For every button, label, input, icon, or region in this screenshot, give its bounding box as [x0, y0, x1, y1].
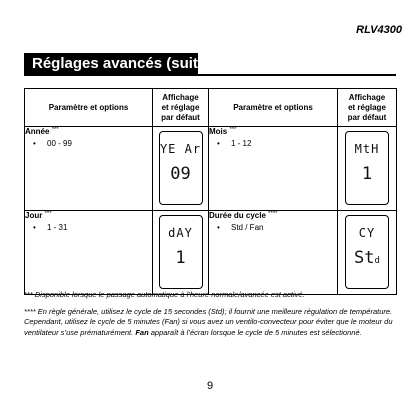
lcd-top-text: CY: [358, 226, 376, 240]
bullet-icon: •: [217, 139, 220, 148]
footnote: [24, 290, 396, 301]
page-number: 9: [206, 380, 214, 392]
lcd-display-icon: [159, 131, 203, 205]
lcd-top-text: dAY: [168, 226, 193, 240]
lcd-bottom-text: 1: [361, 164, 373, 184]
display-cell-mois: [338, 127, 397, 211]
display-cell-jour: [153, 211, 209, 295]
param-cell-annee: [25, 127, 153, 211]
table-header-row: [25, 89, 397, 127]
display-header-line: Affichage: [348, 92, 386, 102]
lcd-bottom-text: 1: [175, 248, 186, 268]
display-header-line: et réglage: [161, 102, 200, 112]
footnote-marker: ****: [24, 306, 36, 316]
model-number: RLV4300: [356, 24, 402, 36]
footnote: [24, 307, 396, 339]
param-header: Paramètre et options: [25, 89, 153, 127]
option-item: [25, 139, 152, 148]
display-cell-duree-cycle: [338, 211, 397, 295]
display-header-line: par défaut: [347, 112, 387, 122]
lcd-display-icon: [345, 215, 389, 289]
footnote-marker: ***: [44, 211, 52, 217]
param-name: Jour: [25, 211, 43, 220]
option-value: 00 - 99: [47, 139, 72, 148]
footnote-marker: ****: [268, 211, 278, 217]
param-cell-duree-cycle: [209, 211, 338, 295]
option-item: [25, 223, 152, 232]
lcd-display-icon: [345, 131, 389, 205]
option-value: 1 - 31: [47, 223, 68, 232]
lcd-bottom-text: 09: [170, 164, 191, 184]
option-value: 1 - 12: [231, 139, 252, 148]
lcd-display-icon: [159, 215, 203, 289]
table-row: [25, 127, 397, 211]
param-name: Durée du cycle: [209, 211, 266, 220]
footnote-emphasis: Fan: [135, 327, 149, 337]
display-cell-annee: [153, 127, 209, 211]
option-item: [209, 139, 337, 148]
bullet-icon: •: [33, 139, 36, 148]
footnote-text: apparaît à l’écran lorsque le cycle de 5 minutes est sélectionné.: [150, 327, 362, 337]
option-value: Std / Fan: [231, 223, 264, 232]
param-cell-jour: [25, 211, 153, 295]
section-title: Réglages avancés (suite): [24, 53, 198, 75]
lcd-top-text: MtH: [354, 142, 380, 156]
bullet-icon: •: [33, 223, 36, 232]
option-item: [209, 223, 337, 232]
footnotes: [24, 290, 396, 344]
param-name: Année: [25, 127, 50, 136]
lcd-bottom-sub: d: [374, 256, 380, 266]
display-header-line: Affichage: [162, 92, 199, 102]
param-cell-mois: [209, 127, 338, 211]
display-header: [153, 89, 209, 127]
display-header-line: par défaut: [161, 112, 200, 122]
footnote-text: En règle générale, utilisez le cycle de 15 secondes (Std); il fournit une meilleure régulation de température. Cependant, utilisez le cycle de 5 minutes (Fan) si vous avez un ventilo-convecteur pour éviter que le moteur du ventilateur s’use prématurément.: [24, 306, 393, 337]
footnote-marker: ***: [51, 127, 59, 133]
lcd-bottom-text: [346, 248, 388, 268]
param-header: Paramètre et options: [209, 89, 338, 127]
bullet-icon: •: [217, 223, 220, 232]
title-rule: [24, 74, 396, 76]
param-name: Mois: [209, 127, 228, 136]
table-row: [25, 211, 397, 295]
lcd-top-text: YE Ar: [159, 142, 202, 156]
lcd-bottom-main: St: [354, 248, 375, 268]
settings-table: [24, 88, 397, 295]
footnote-marker: ***: [229, 127, 237, 133]
footnote-marker: ***: [24, 290, 33, 299]
display-header: [338, 89, 397, 127]
display-header-line: et réglage: [348, 102, 386, 112]
footnote-text: Disponible lorsque le passage automatique à l’heure normale/avancée est activé.: [34, 290, 305, 299]
